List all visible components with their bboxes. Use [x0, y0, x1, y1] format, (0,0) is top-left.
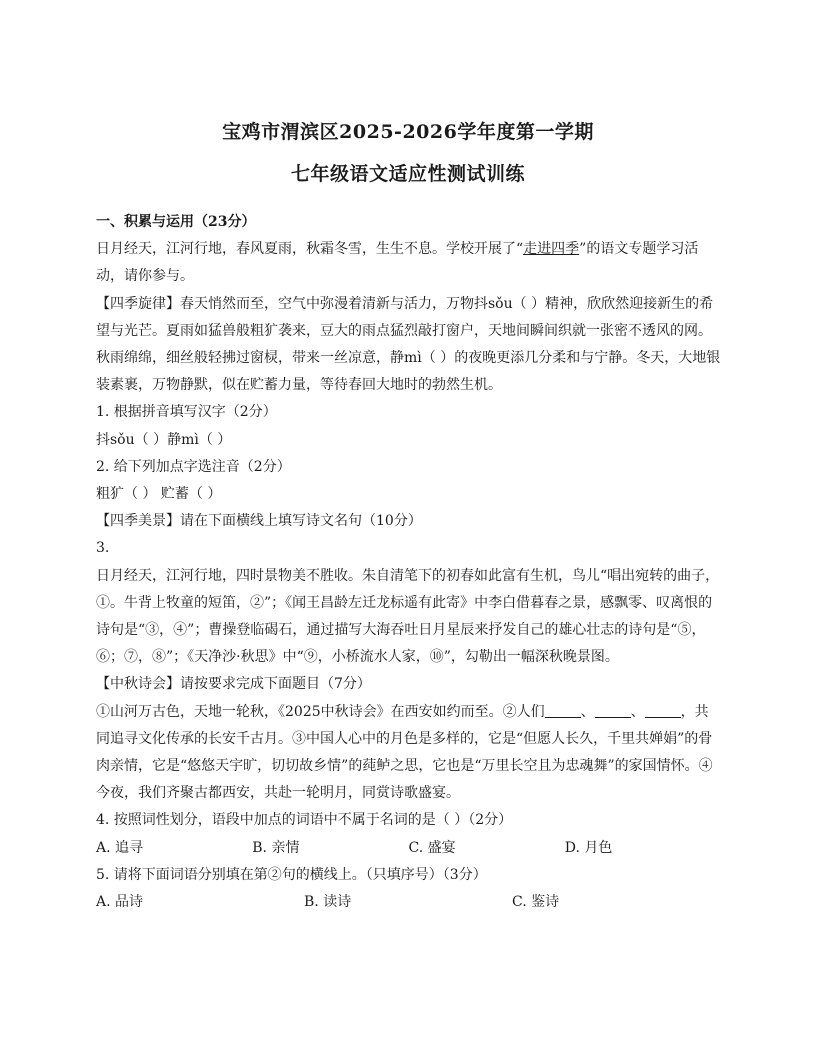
- question-5: 5. 请将下面词语分别填在第②句的横线上。（只填序号）（3分）: [96, 866, 487, 883]
- question-5-options: [96, 889, 721, 916]
- beauty-heading: 【四季美景】请在下面横线上填写诗文名句（10分）: [96, 513, 422, 530]
- option-d[interactable]: D. 月色: [564, 839, 613, 856]
- passage-text-a: ①山河万古色，天地一轮秋，《2025中秋诗会》在西安如约而至。②人们: [96, 703, 545, 720]
- intro-underlined: 走进四季: [523, 241, 580, 258]
- blank-line[interactable]: [595, 703, 631, 718]
- exam-title-line2: 七年级语文适应性测试训练: [290, 163, 525, 185]
- option-a[interactable]: A. 品诗: [96, 894, 144, 911]
- question-1-line: 抖sǒu（ ）静mì（ ）: [96, 431, 232, 448]
- question-4: 4. 按照词性划分，语段中加点的词语中不属于名词的是（ ）（2分）: [96, 812, 513, 829]
- question-1: 1. 根据拼音填写汉字（2分）: [96, 404, 277, 421]
- question-4-options: [96, 835, 721, 862]
- exam-content: [96, 209, 721, 916]
- intro-text-a: 日月经天，江河行地，春风夏雨，秋霜冬雪，生生不息。学校开展了“: [96, 241, 524, 258]
- midautumn-passage: ①山河万古色，天地一轮秋，《2025中秋诗会》在西安如约而至。②人们 、 、 ，共同追寻文化传承的长安千古月。③中国人心中的月色是多样的，它是“但愿人长久，千里共婵娟”的骨肉亲情，它是“悠悠天宇旷，切切故乡情”的莼鲈之思，它也是“万里长空且为忠魂舞”的家国情怀。④今夜，我们齐聚古都西安，共赴一轮明月，同赏诗歌盛宴。: [96, 703, 713, 802]
- option-c[interactable]: C. 盛宴: [408, 839, 456, 856]
- question-3-number: 3.: [96, 540, 110, 557]
- intro-text-b: ”的语文专题学习活动，请你参与。: [96, 241, 699, 285]
- blank-line[interactable]: [545, 703, 581, 718]
- seasons-paragraph: 【四季旋律】春天悄然而至，空气中弥漫着清新与活力，万物抖sǒu（ ）精神，欣欣然迎接新生的希望与光芒。夏雨如猛兽般粗犷袭来，豆大的雨点猛烈敲打窗户，天地间瞬间织就一张密不透风的网。秋雨绵绵，细丝般轻拂过窗棂，带来一丝凉意，静mì（ ）的夜晚更添几分柔和与宁静。冬天，大地银装素裹，万物静默，似在贮蓄力量，等待春回大地时的勃然生机。: [96, 295, 721, 394]
- exam-title-line1: 宝鸡市渭滨区2025-2026学年度第一学期: [222, 121, 594, 143]
- intro-paragraph: [96, 236, 721, 290]
- blank-line[interactable]: [645, 703, 681, 718]
- passage-text-b: ，共同追寻文化传承的长安千古月。③中国人心中的月色是多样的，它是“但愿人长久，千里共婵娟”的骨肉亲情，它是“悠悠天宇旷，切切故乡情”的莼鲈之思，它也是“万里长空且为忠魂舞”的家国情怀。④今夜，我们齐聚古都西安，共赴一轮明月，同赏诗歌盛宴。: [96, 703, 713, 802]
- question-2-line: 粗犷（ ） 贮蓄（ ）: [96, 486, 222, 503]
- option-c[interactable]: C. 鉴诗: [512, 894, 560, 911]
- option-b[interactable]: B. 读诗: [304, 894, 352, 911]
- question-2: 2. 给下列加点字选注音（2分）: [96, 458, 291, 475]
- option-a[interactable]: A. 追寻: [96, 839, 144, 856]
- midautumn-heading: 【中秋诗会】请按要求完成下面题目（7分）: [96, 676, 371, 693]
- section-heading: 一、积累与运用（23分）: [96, 214, 256, 230]
- option-b[interactable]: B. 亲情: [252, 839, 300, 856]
- question-3-text: 日月经天，江河行地，四时景物美不胜收。朱自清笔下的初春如此富有生机，鸟儿“唱出宛转的曲子，①。牛背上牧童的短笛，②”；《闻王昌龄左迁龙标遥有此寄》中李白借暮春之景，感飘零、叹离恨的诗句是“③，④”；曹操登临碣石，通过描写大海吞吐日月星辰来抒发自己的雄心壮志的诗句是“⑤，⑥；⑦，⑧”；《天净沙·秋思》中“⑨，小桥流水人家，⑩”，勾勒出一幅深秋晚景图。: [96, 567, 720, 666]
